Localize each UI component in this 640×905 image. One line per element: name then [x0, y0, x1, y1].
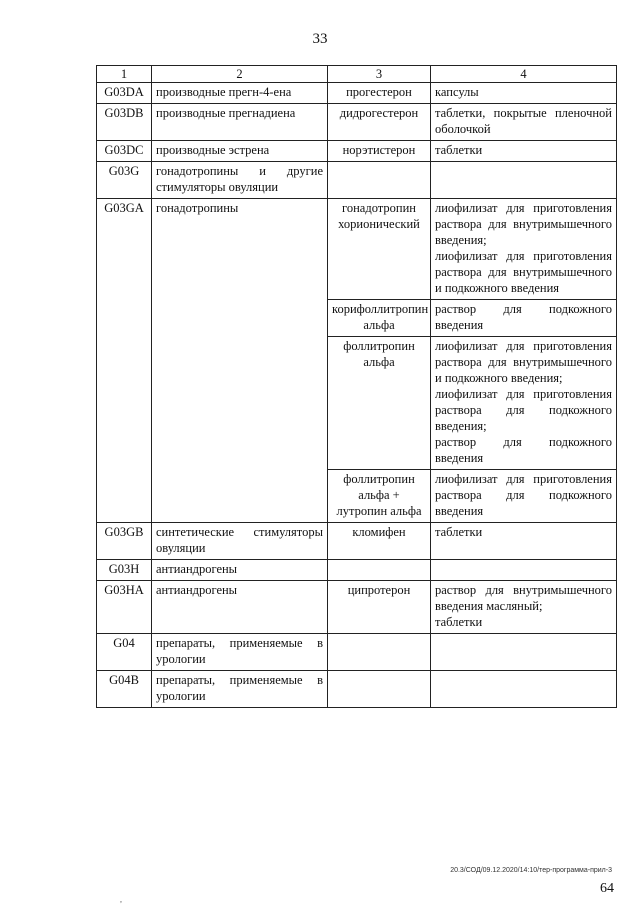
- atc-code-cell: G03DA: [97, 83, 152, 104]
- dosage-form-item: таблетки, покрытые пленочной оболочкой: [435, 106, 612, 136]
- table-row: [97, 199, 617, 300]
- table-row: [97, 634, 617, 671]
- anatomical-group-cell: гонадотропины и другие стимуляторы овуляции: [152, 162, 328, 199]
- anatomical-group-cell: производные прегнадиена: [152, 104, 328, 141]
- table-row: [97, 581, 617, 634]
- table-row: [97, 523, 617, 560]
- table-header-row: [97, 66, 617, 83]
- atc-code-cell: G04: [97, 634, 152, 671]
- anatomical-group-cell: производные эстрена: [152, 141, 328, 162]
- dosage-form-cell: [431, 560, 617, 581]
- table-row: [97, 104, 617, 141]
- drug-name-cell: ципротерон: [328, 581, 431, 634]
- dosage-form-cell: [431, 634, 617, 671]
- dosage-form-cell: [431, 83, 617, 104]
- column-header: 2: [152, 66, 328, 83]
- dosage-form-cell: [431, 523, 617, 560]
- margin-mark: ,: [120, 895, 122, 904]
- atc-code-cell: G03HA: [97, 581, 152, 634]
- column-header: 4: [431, 66, 617, 83]
- dosage-form-cell: [431, 199, 617, 300]
- atc-code-cell: G03GB: [97, 523, 152, 560]
- atc-code-cell: G03G: [97, 162, 152, 199]
- drug-name-cell: [328, 634, 431, 671]
- dosage-form-cell: [431, 141, 617, 162]
- dosage-form-cell: [431, 470, 617, 523]
- dosage-form-item: раствор для подкожного введения: [435, 302, 612, 332]
- table-row: [97, 162, 617, 199]
- drug-name-cell: кломифен: [328, 523, 431, 560]
- anatomical-group-cell: препараты, применяемые в урологии: [152, 634, 328, 671]
- page-number-bottom: 64: [600, 881, 614, 896]
- table-body: [97, 83, 617, 708]
- anatomical-group-cell: синтетические стимуляторы овуляции: [152, 523, 328, 560]
- column-header: 1: [97, 66, 152, 83]
- atc-code-cell: G03DB: [97, 104, 152, 141]
- drug-name-cell: [328, 560, 431, 581]
- atc-code-cell: G03GA: [97, 199, 152, 523]
- dosage-form-item: лиофилизат для приготовления раствора для внутримышечного введения;: [435, 201, 612, 247]
- anatomical-group-cell: препараты, применяемые в урологии: [152, 671, 328, 708]
- dosage-form-item: лиофилизат для приготовления раствора для внутримышечного и подкожного введения;: [435, 339, 612, 385]
- dosage-form-cell: [431, 104, 617, 141]
- drug-name-cell: гонадотропин хорионический: [328, 199, 431, 300]
- drug-table: [96, 65, 617, 708]
- drug-name-cell: норэтистерон: [328, 141, 431, 162]
- column-header: 3: [328, 66, 431, 83]
- table-row: [97, 141, 617, 162]
- drug-name-cell: дидрогестерон: [328, 104, 431, 141]
- anatomical-group-cell: антиандрогены: [152, 560, 328, 581]
- drug-name-cell: [328, 671, 431, 708]
- dosage-form-item: таблетки: [435, 143, 483, 157]
- drug-name-cell: прогестерон: [328, 83, 431, 104]
- atc-code-cell: G03H: [97, 560, 152, 581]
- dosage-form-item: раствор для внутримышечного введения масляный;: [435, 583, 612, 613]
- dosage-form-cell: [431, 300, 617, 337]
- dosage-form-cell: [431, 671, 617, 708]
- dosage-form-cell: [431, 162, 617, 199]
- table-row: [97, 671, 617, 708]
- footer-code: 20.3/СОД/09.12.2020/14:10/тер-программа-прил-3: [450, 867, 612, 874]
- table-row: [97, 560, 617, 581]
- anatomical-group-cell: гонадотропины: [152, 199, 328, 523]
- dosage-form-item: раствор для подкожного введения: [435, 435, 612, 465]
- dosage-form-item: таблетки: [435, 615, 483, 629]
- dosage-form-cell: [431, 581, 617, 634]
- dosage-form-item: лиофилизат для приготовления раствора для подкожного введения: [435, 472, 612, 518]
- atc-code-cell: G03DC: [97, 141, 152, 162]
- table-row: [97, 83, 617, 104]
- dosage-form-item: капсулы: [435, 85, 479, 99]
- drug-name-cell: фоллитропин альфа: [328, 337, 431, 470]
- drug-name-cell: [328, 162, 431, 199]
- anatomical-group-cell: производные прегн-4-ена: [152, 83, 328, 104]
- drug-name-cell: корифоллитропин альфа: [328, 300, 431, 337]
- page-number-top: 33: [312, 31, 328, 47]
- dosage-form-item: лиофилизат для приготовления раствора для подкожного введения;: [435, 387, 612, 433]
- dosage-form-item: лиофилизат для приготовления раствора для внутримышечного и подкожного введения: [435, 249, 612, 295]
- dosage-form-item: таблетки: [435, 525, 483, 539]
- atc-code-cell: G04B: [97, 671, 152, 708]
- dosage-form-cell: [431, 337, 617, 470]
- anatomical-group-cell: антиандрогены: [152, 581, 328, 634]
- drug-name-cell: фоллитропин альфа + лутропин альфа: [328, 470, 431, 523]
